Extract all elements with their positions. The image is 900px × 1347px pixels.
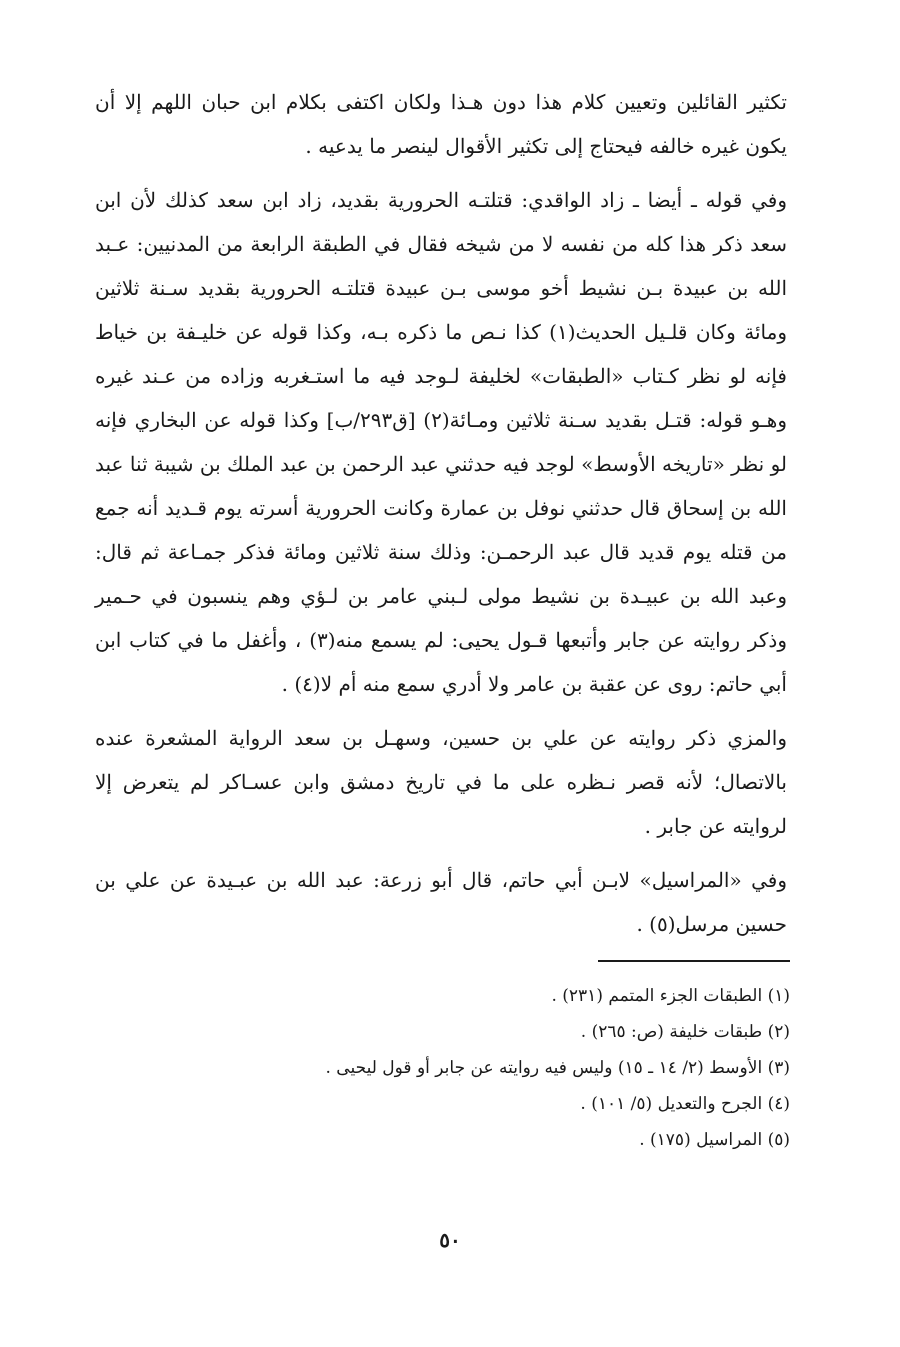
paragraph-2: وفي قوله ـ أيضا ـ زاد الواقدي: قتلتـه الحرورية بقديد، زاد ابن سعد كذلك لأن ابن سعد ذكر هذا كله من نفسه لا من شيخه فقال في الطبقة الرابعة من المدنيين: عـبد الله بن عبيدة بـن نشيط أخو موسى بـن عبيدة قتلتـه الحرورية بقديد سـنة ثلاثين ومائة وكان قلـيل الحديث(١) كذا نـص ما ذكره بـه، وكذا قوله عن خليـفة بن خياط فإنه لو نظر كـتاب «الطبقات» لخليفة لـوجد فيه ما استـغربه وزاده من عـند غيره وهـو قوله: قتـل بقديد سـنة ثلاثين ومـائة(٢) [ق٢٩٣/ب] وكذا قوله عن البخاري فإنه لو نظر «تاريخه الأوسط» لوجد فيه حدثني عبد الرحمن بن عبد الملك بن شيبة ثنا عبد الله بن إسحاق قال حدثني نوفل بن عمارة وكانت الحرورية أسرته يوم قـديد أنه جمع من قتله يوم قديد قال عبد الرحمـن: وذلك سنة ثلاثين ومائة فذكر جمـاعة ثم قال: وعبد الله بن عبيـدة بن نشيط مولى لـبني عامر بن لـؤي وهم ينسبون في حـمير وذكر روايته عن جابر وأتبعها قـول يحيى: لم يسمع منه(٣) ، وأغفل ما في كتاب ابن أبي حاتم: روى عن عقبة بن عامر ولا أدري سمع منه أم لا(٤) . [95,188,788,696]
footnote-1: (١) الطبقات الجزء المتمم (٢٣١) . [551,986,790,1006]
footnote-5: (٥) المراسيل (١٧٥) . [639,1130,790,1150]
paragraph-3: والمزي ذكر روايته عن علي بن حسين، وسهـل بن سعد الرواية المشعرة عنده بالاتصال؛ لأنه قصر نـظره على ما في تاريخ دمشق وابن عسـاكر لم يتعرض إلا لروايته عن جابر . [95,726,787,838]
footnote-separator [598,960,790,962]
main-text [95,80,787,956]
paragraph-4: وفي «المراسيل» لابـن أبي حاتم، قال أبو زرعة: عبد الله بن عبـيدة عن علي بن حسين مرسل(٥) . [95,868,787,936]
footnote-2: (٢) طبقات خليفة (ص: ٢٦٥) . [580,1022,790,1042]
footnote-3: (٣) الأوسط (٢/ ١٤ ـ ١٥) وليس فيه روايته عن جابر أو قول ليحيى . [325,1058,790,1078]
footnotes-list [150,978,790,1158]
footnote-4: (٤) الجرح والتعديل (٥/ ١٠١) . [580,1094,790,1114]
page-number: ٥٠ [439,1228,461,1252]
paragraph-1: تكثير القائلين وتعيين كلام هذا دون هـذا ولكان اكتفى بكلام ابن حبان اللهم إلا أن يكون غيره خالفه فيحتاج إلى تكثير الأقوال لينصر ما يدعيه . [95,90,787,158]
